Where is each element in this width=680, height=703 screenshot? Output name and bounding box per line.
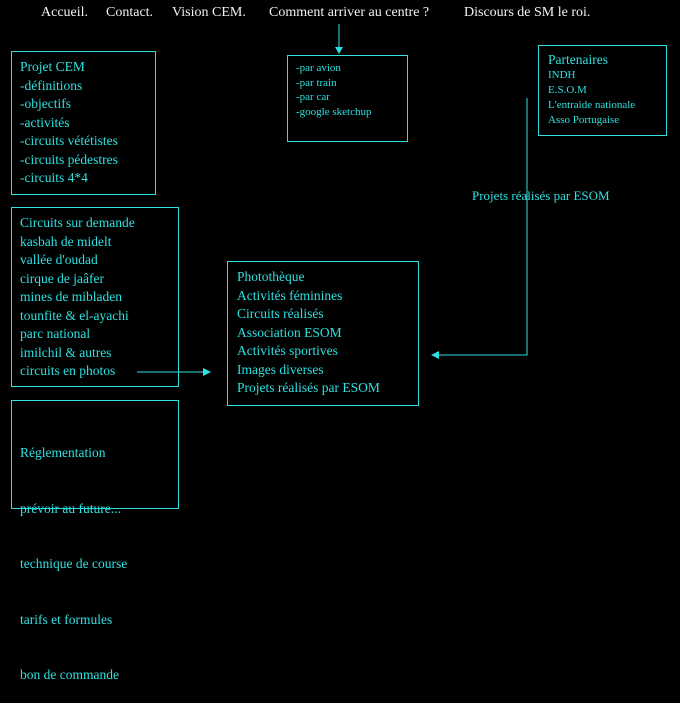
circuit-cirque-jaafer[interactable]: cirque de jaâfer: [20, 270, 104, 286]
circuits-title: Circuits sur demande: [20, 215, 135, 230]
phototheque-title: Photothèque: [237, 269, 305, 284]
projets-realises-link[interactable]: Projets réalisés par ESOM: [472, 188, 610, 203]
partenaires-box: [538, 45, 667, 136]
projet-cem-box: [11, 51, 156, 195]
projet-cem-activites[interactable]: -activités: [20, 114, 70, 130]
acces-item-avion[interactable]: -par avion: [296, 62, 341, 74]
reglementation-prevoir[interactable]: prévoir au future...: [20, 500, 121, 516]
photo-activites-sportives[interactable]: Activités sportives: [237, 343, 338, 358]
projet-cem-title: Projet CEM: [20, 59, 85, 74]
partenaire-indh[interactable]: INDH: [548, 69, 576, 81]
circuit-vallee-oudad[interactable]: vallée d'oudad: [20, 252, 98, 267]
projet-cem-definitions[interactable]: -définitions: [20, 77, 83, 93]
circuit-tounfite[interactable]: tounfite & el-ayachi: [20, 307, 129, 323]
acces-item-car[interactable]: -par car: [296, 91, 330, 103]
reglementation-box: [11, 400, 179, 682]
acces-box: [287, 55, 408, 142]
photo-circuits-realises[interactable]: Circuits réalisés: [237, 306, 324, 321]
nav-discours-link[interactable]: Discours de SM le roi.: [464, 5, 591, 20]
arrowhead-down-icon: [335, 47, 343, 54]
projet-cem-4x4[interactable]: -circuits 4*4: [20, 170, 88, 185]
photo-association-esom[interactable]: Association ESOM: [237, 324, 342, 340]
photo-projets-realises[interactable]: Projets réalisés par ESOM: [237, 380, 380, 395]
nav-comment-arriver-link[interactable]: Comment arriver au centre ?: [269, 5, 430, 20]
circuit-parc-national[interactable]: parc national: [20, 326, 91, 341]
acces-item-train[interactable]: -par train: [296, 76, 337, 89]
nav-contact-link[interactable]: Contact.: [106, 5, 154, 20]
circuit-kasbah-midelt[interactable]: kasbah de midelt: [20, 233, 112, 249]
photo-activites-feminines[interactable]: Activités féminines: [237, 287, 343, 303]
circuit-imilchil[interactable]: imilchil & autres: [20, 344, 112, 360]
circuits-box: [11, 207, 179, 387]
projet-cem-pedestres[interactable]: -circuits pédestres: [20, 151, 118, 167]
reglementation-title: Réglementation: [20, 445, 106, 460]
projet-cem-objectifs[interactable]: -objectifs: [20, 96, 71, 111]
arrowhead-right-icon: [203, 368, 211, 376]
partenaire-esom[interactable]: E.S.O.M: [548, 84, 587, 96]
reglementation-tarifs[interactable]: tarifs et formules: [20, 611, 113, 627]
arrowhead-left-icon: [431, 351, 439, 359]
reglementation-bon-commande[interactable]: bon de commande: [20, 667, 119, 682]
nav-vision-link[interactable]: Vision CEM.: [172, 5, 246, 20]
circuit-en-photos[interactable]: circuits en photos: [20, 363, 116, 378]
reglementation-technique[interactable]: technique de course: [20, 556, 128, 571]
arrow-partenaires-to-phototheque: [438, 98, 527, 355]
phototheque-box: [227, 261, 419, 406]
partenaires-title: Partenaires: [548, 52, 608, 67]
partenaire-entraide[interactable]: L'entraide nationale: [548, 99, 636, 111]
photo-images-diverses[interactable]: Images diverses: [237, 361, 324, 377]
nav-accueil-link[interactable]: Accueil.: [41, 5, 89, 20]
partenaire-asso-portugaise[interactable]: Asso Portugaise: [548, 114, 620, 126]
acces-item-sketchup[interactable]: -google sketchup: [296, 105, 372, 118]
projet-cem-vtt[interactable]: -circuits vététistes: [20, 133, 118, 148]
circuit-mines-mibladen[interactable]: mines de mibladen: [20, 289, 122, 304]
